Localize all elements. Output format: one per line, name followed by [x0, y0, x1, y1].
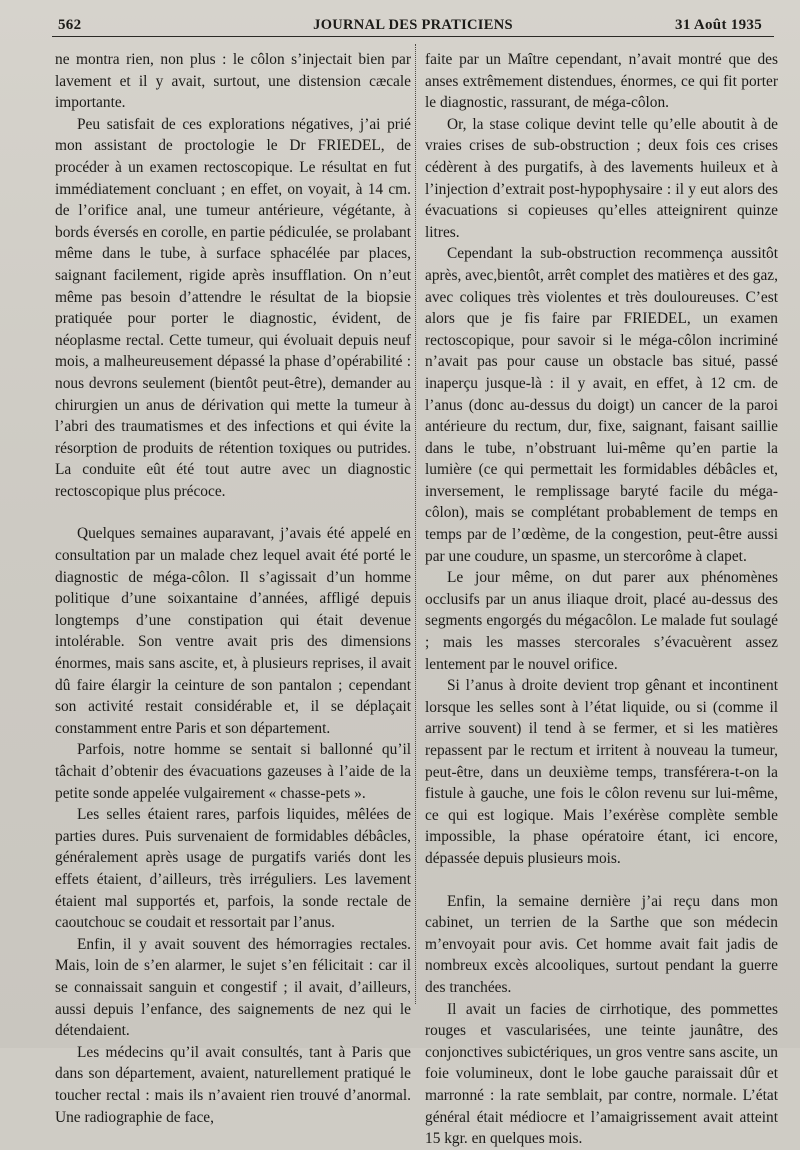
page-header — [52, 14, 774, 38]
paragraph: Quelques semaines auparavant, j’avais été appelé en consultation par un malade chez lequel avait été porté le diagnostic de méga-côlon. Il s’agissait d’un homme politique d’une soixantaine d’années, affligé depuis longtemps d’une constipation qui était devenue intolérable. Son ventre avait pris des dimensions énormes, mais sans ascite, et, à plusieurs reprises, il avait dû faire élargir la ceinture de son pantalon ; cependant son activité restait considérable et, il se déplaçait constamment entre Paris et son département. — [55, 525, 411, 737]
paragraph: Peu satisfait de ces explorations négatives, j’ai prié mon assistant de proctologie le Dr FRIEDEL, de procéder à un examen rectoscopique. Le résultat en fut immédiatement concluant ; en effet, on voyait, à 14 cm. de l’orifice anal, une tumeur antérieure, végétante, à bords éversés en corolle, en partie pédiculée, se prolabant même dans le tube, à surface sphacélée par places, saignant facilement, rigide après insufflation. On n’eut même pas besoin d’attendre le résultat de la biopsie pratiquée pour porter le diagnostic, évident, de néoplasme rectal. Cette tumeur, qui évoluait depuis neuf mois, a malheureusement dépassé la phase d’opérabilité : nous devrons seulement (bientôt peut-être), demander au chirurgien un anus de dérivation qui mette la tumeur à l’abri des traumatismes et des infections et qui évite la résorption de produits de rétention toxiques ou putrides. La conduite eût été tout autre avec un diagnostic rectoscopique plus précoce. — [55, 115, 411, 500]
paragraph: Or, la stase colique devint telle qu’elle aboutit à de vraies crises de sub-obstruction ; deux fois ces crises cédèrent à des purgatifs, à des lavements huileux et à l’injection d’extrait post-hypophysaire : il y eut alors des évacuations si copieuses qu’elles atteignirent quinze litres. — [425, 115, 778, 241]
left-column — [55, 49, 411, 1128]
issue-date: 31 Août 1935 — [675, 17, 762, 33]
paragraph: Enfin, la semaine dernière j’ai reçu dans mon cabinet, un terrien de la Sarthe que son médecin m’envoyait pour avis. Cet homme avait fait jadis de nombreux excès alcooliques, surtout pendant la guerre des tranchées. — [425, 892, 778, 996]
paragraph: Les selles étaient rares, parfois liquides, mêlées de parties dures. Puis survenaient de formidables débâcles, généralement après usage de purgatifs variés dont les effets étaient, d’ailleurs, très irréguliers. Les lavement étaient mal supportés et, parfois, la sonde rectale de caoutchouc se coudait et ressortait par l’anus. — [55, 806, 411, 932]
paragraph: Le jour même, on dut parer aux phénomènes occlusifs par un anus iliaque droit, placé au-dessus des segments engorgés du mégacôlon. Le malade fut soulagé ; mais les masses stercorales s’évacuèrent assez lentement par le nouvel orifice. — [425, 569, 778, 673]
paragraph: Parfois, notre homme se sentait si ballonné qu’il tâchait d’obtenir des évacuations gazeuses à l’aide de la petite sonde appelée vulgairement « chasse-pets ». — [55, 741, 411, 802]
paragraph: Si l’anus à droite devient trop gênant et incontinent lorsque les selles sont à l’état liquide, ou si (comme il arrive souvent) il tend à se fermer, et si les matières repassent par le rectum et irritent à nouveau la tumeur, peut-être, dans un deuxième temps, transférera-t-on la fistule à gauche, une fois le côlon revenu sur lui-même, ce qui est logique. Mais l’exérèse complète semble impossible, la phase opératoire étant, ici encore, dépassée depuis plusieurs mois. — [425, 677, 778, 867]
journal-title: JOURNAL DES PRATICIENS — [313, 17, 513, 33]
paragraph: Cependant la sub-obstruction recommença aussitôt après, avec,bientôt, arrêt complet des matières et des gaz, avec coliques très violentes et très douloureuses. C’est alors que je fis faire par FRIEDEL, un examen rectoscopique, pour savoir si le méga-côlon incriminé n’avait pas pour cause un obstacle bas situé, passé inaperçu jusque-là : il y avait, en effet, à 12 cm. de l’anus (donc au-dessus du doigt) un cancer de la paroi antérieure du rectum, dur, fixe, saignant, faisant saillie dans le tube, n’obstruant lui-même qu’en partie la lumière (ce qui permettait les formidables débâcles et, inversement, le remplissage baryté facile du méga-côlon), mais se complétant probablement de temps en temps par de l’œdème, de la congestion, peut-être aussi par une coudure, un spasme, un stercorôme à clapet. — [425, 245, 778, 565]
column-divider — [415, 44, 416, 1004]
paragraph: Enfin, il y avait souvent des hémorragies rectales. Mais, loin de s’en alarmer, le sujet s’en félicitait : car il se connaissait sanguin et congestif ; il avait, d’ailleurs, aussi depuis l’enfance, des saignements de nez qui le détendaient. — [55, 935, 411, 1040]
paragraph: ne montra rien, non plus : le côlon s’injectait bien par lavement et il y avait, surtout, une distension cæcale importante. — [55, 51, 411, 112]
paragraph: Les médecins qu’il avait consultés, tant à Paris que dans son département, avaient, naturellement pratiqué le toucher rectal : mais ils n’avaient rien trouvé d’anormal. Une radiographie de face, — [55, 1043, 411, 1126]
paragraph: Il avait un facies de cirrhotique, des pommettes rouges et vascularisées, une teinte jaunâtre, des conjonctives subictériques, un gros ventre sans ascite, un foie volumineux, dont le lobe gauche paraissait dûr et marronné : la rate semblait, par contre, normale. L’état général était médiocre et l’amaigrissement avait atteint 15 kgr. en quelques mois. — [425, 1000, 778, 1148]
paragraph: faite par un Maître cependant, n’avait montré que des anses extrêmement distendues, énormes, ce qui fit porter le diagnostic, rassurant, de méga-côlon. — [425, 51, 778, 112]
page-number: 562 — [58, 17, 82, 33]
header-rule — [52, 36, 774, 37]
right-column — [425, 49, 778, 1150]
